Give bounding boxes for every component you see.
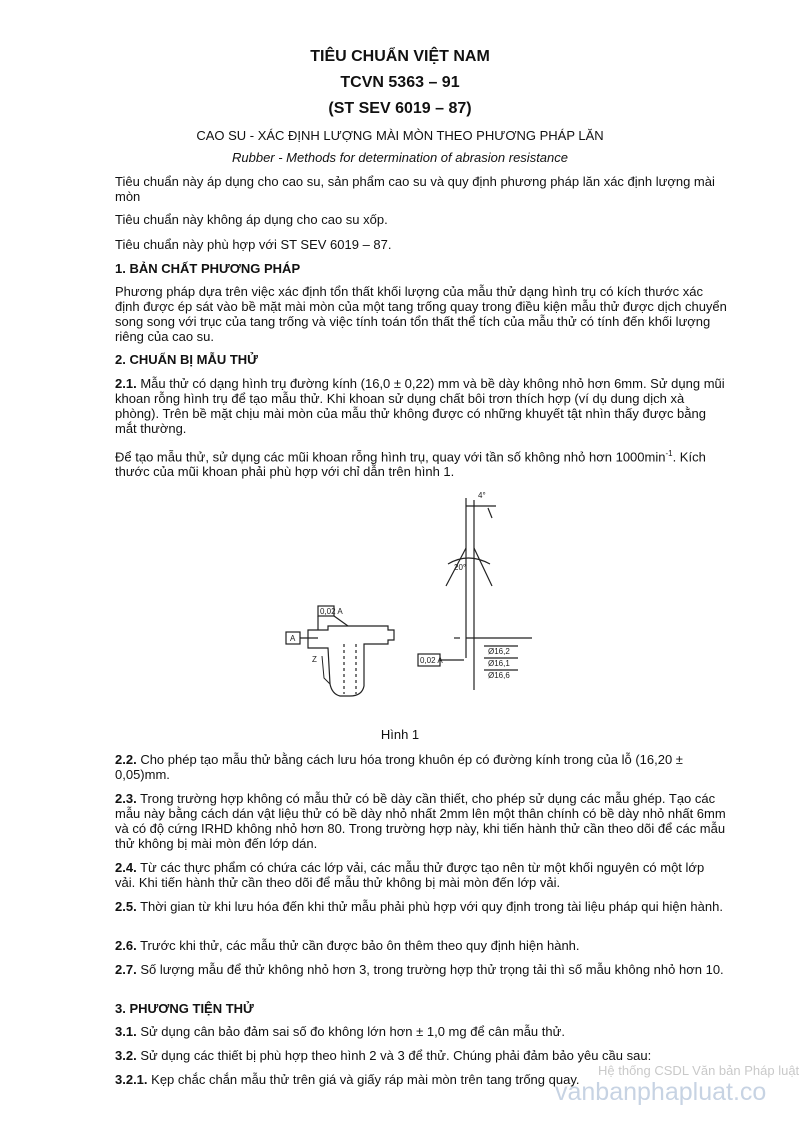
doc-code: TCVN 5363 – 91 <box>340 74 460 91</box>
paragraph-2-7-text: Số lượng mẫu để thử không nhỏ hơn 3, trong trường hợp thử trọng tải thì số mẫu không nhỏ hơn 10. <box>140 962 724 977</box>
paragraph-2-1-text: Mẫu thử có dạng hình trụ đường kính (16,0 ± 0,22) mm và bề dày không nhỏ hơn 6mm. Sử dụng mũi khoan rỗng hình trụ để tạo mẫu thử. Khi khoan sử dụng chất bôi trơn thích hợp (ví dụ dung dịch xà phòng). Trên bề mặt chịu mài mòn của mẫu thử không được có những khuyết tật nhìn thấy được bằng mắt thường. <box>115 376 725 436</box>
paragraph-2-4-text: Từ các thực phẩm có chứa các lớp vải, các mẫu thử được tạo nên từ một khối nguyên có một lớp vải. Khi tiến hành thử cần theo dõi để mẫu thử không bị mài mòn đến lớp vải. <box>115 860 705 890</box>
paragraph-2-2-number: 2.2. <box>115 752 137 767</box>
intro-paragraph-3: Tiêu chuẩn này phù hợp với ST SEV 6019 – 87. <box>115 237 392 252</box>
figure-label-d2: Ø16,1 <box>488 659 510 668</box>
paragraph-2-3 <box>115 791 727 851</box>
paragraph-3-2-text: Sử dụng các thiết bị phù hợp theo hình 2 và 3 để thử. Chúng phải đảm bảo yêu cầu sau: <box>140 1048 652 1063</box>
paragraph-3-1-text: Sử dụng cân bảo đảm sai số đo không lớn hơn ± 1,0 mg để cân mẫu thử. <box>140 1024 565 1039</box>
figure-label-tol-left: 0,02 A <box>320 607 343 616</box>
paragraph-2-6-text: Trước khi thử, các mẫu thử cần được bảo ôn thêm theo quy định hiện hành. <box>140 938 580 953</box>
section-2-heading: 2. CHUẨN BỊ MẪU THỬ <box>115 352 258 367</box>
paragraph-2-1b-text-b: . Kích thước của mũi khoan phải phù hợp với chỉ dẫn trên hình 1. <box>115 449 706 480</box>
doc-subtitle-en: Rubber - Methods for determination of abrasion resistance <box>231 150 568 165</box>
doc-title: TIÊU CHUẨN VIỆT NAM <box>310 48 490 65</box>
paragraph-2-2 <box>115 752 727 782</box>
figure-caption: Hình 1 <box>380 727 420 742</box>
figure-label-a: A <box>290 634 296 643</box>
paragraph-3-1-number: 3.1. <box>115 1024 137 1039</box>
paragraph-2-1b <box>115 446 727 479</box>
paragraph-2-3-text: Trong trường hợp không có mẫu thử có bề dày cần thiết, cho phép sử dụng các mẫu ghép. Tạo các mẫu này bằng cách dán vật liệu thử có bề dày nhỏ nhất 2mm lên một thân chính có bề dày nhỏ nhất 6mm và có độ cứng IRHD không nhỏ hơn 80. Trong trường hợp này, khi tiến hành thử cần theo dõi để các mẫu thử không bị mài mòn đến lớp dán. <box>115 791 726 851</box>
figure-label-d1: Ø16,2 <box>488 647 510 656</box>
intro-paragraph-1: Tiêu chuẩn này áp dụng cho cao su, sản phẩm cao su và quy định phương pháp lăn xác định lượng mài mòn <box>115 174 715 204</box>
paragraph-2-6 <box>115 938 727 953</box>
figure-label-tol-right: 0,02 A <box>420 656 443 665</box>
paragraph-2-1b-sup: -1 <box>665 449 673 458</box>
paragraph-2-2-text: Cho phép tạo mẫu thử bằng cách lưu hóa trong khuôn ép có đường kính trong của lỗ (16,20 ± 0,05)mm. <box>115 752 683 782</box>
paragraph-3-2-1-number: 3.2.1. <box>115 1072 148 1087</box>
paragraph-3-2-1-text: Kẹp chắc chắn mẫu thử trên giá và giấy ráp mài mòn trên tang trống quay. <box>151 1072 580 1087</box>
section-3-heading: 3. PHƯƠNG TIỆN THỬ <box>115 1001 254 1016</box>
paragraph-3-2 <box>115 1048 727 1063</box>
paragraph-3-1 <box>115 1024 727 1039</box>
paragraph-2-1-number: 2.1. <box>115 376 137 391</box>
paragraph-2-5-number: 2.5. <box>115 899 137 914</box>
figure-label-d3: Ø16,6 <box>488 671 510 680</box>
figure-label-angle-top: 4° <box>478 491 486 500</box>
paragraph-3-2-number: 3.2. <box>115 1048 137 1063</box>
watermark-line-1: Hệ thống CSDL Văn bản Pháp luật <box>598 1063 800 1078</box>
section-1-heading: 1. BẢN CHẤT PHƯƠNG PHÁP <box>115 261 301 276</box>
paragraph-2-7-number: 2.7. <box>115 962 137 977</box>
paragraph-2-4 <box>115 860 727 890</box>
figure-label-z: Z <box>312 655 317 664</box>
figure-label-angle-mid: 20° <box>454 563 467 572</box>
doc-st-sev: (ST SEV 6019 – 87) <box>328 100 472 117</box>
paragraph-2-5-text: Thời gian từ khi lưu hóa đến khi thử mẫu phải phù hợp với quy định trong tài liệu pháp qui hiện hành. <box>140 899 723 914</box>
figure-1-drill-drawing <box>278 488 558 708</box>
paragraph-2-7 <box>115 962 727 977</box>
section-1-text: Phương pháp dựa trên việc xác định tổn thất khối lượng của mẫu thử dạng hình trụ có kích thước xác định được ép sát vào bề mặt mài mòn của một tang trống quay trong điều kiện mẫu thử được dịch chuyển song song với trục của tang trống và việc tính toán tổn thất thể tích của mẫu thử có tính đến khối lượng riêng của cao su. <box>115 284 727 344</box>
paragraph-2-6-number: 2.6. <box>115 938 137 953</box>
paragraph-2-1 <box>115 376 727 436</box>
paragraph-2-5 <box>115 899 727 914</box>
paragraph-2-3-number: 2.3. <box>115 791 137 806</box>
paragraph-2-1b-text-a: Để tạo mẫu thử, sử dụng các mũi khoan rỗng hình trụ, quay với tần số không nhỏ hơn 1000min <box>115 449 666 465</box>
watermark-line-2: vanbanphapluat.co <box>555 1078 767 1106</box>
intro-paragraph-2: Tiêu chuẩn này không áp dụng cho cao su xốp. <box>115 212 388 227</box>
paragraph-2-4-number: 2.4. <box>115 860 137 875</box>
doc-subtitle-vi: CAO SU - XÁC ĐỊNH LƯỢNG MÀI MÒN THEO PHƯƠNG PHÁP LĂN <box>196 128 604 143</box>
